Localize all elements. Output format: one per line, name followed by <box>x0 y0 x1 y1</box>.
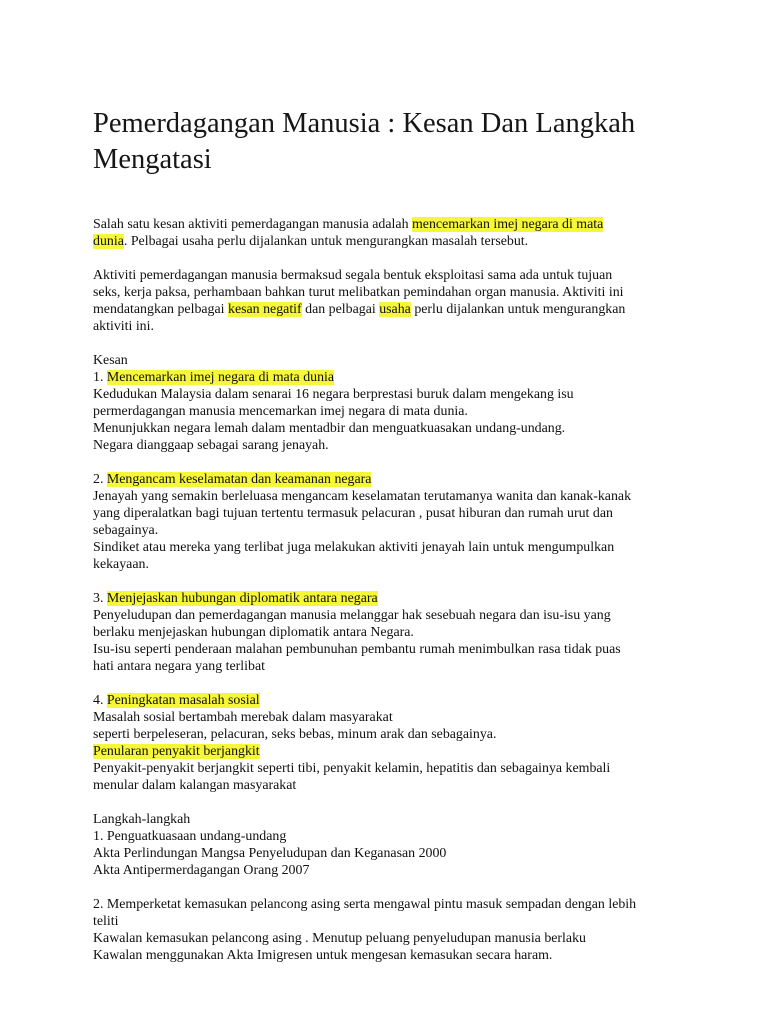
kesan-item-1: Kesan 1. Mencemarkan imej negara di mata dunia Kedudukan Malaysia dalam senarai 16 negara berprestasi buruk dalam mengekang isu permerdagangan manusia mencemarkan imej negara di mata dunia. Menunjukkan negara lemah dalam mentadbir dan menguatkuasakan undang-undang. Negara dianggaap sebagai sarang jenayah. <box>93 352 683 454</box>
definition-paragraph: Aktiviti pemerdagangan manusia bermaksud segala bentuk eksploitasi sama ada untuk tujuan seks, kerja paksa, perhambaan bahkan turut melibatkan pemindahan organ manusia. Aktiviti ini mendatangkan pelbagai kesan negatif dan pelbagai usaha perlu dijalankan untuk mengurangkan aktiviti ini. <box>93 268 626 334</box>
kesan-item-3: 3. Menjejaskan hubungan diplomatik antara negara Penyeludupan dan pemerdagangan manusia melanggar hak sesebuah negara dan isu-isu yang berlaku menjejaskan hubungan diplomatik antara Negara. Isu-isu seperti penderaan malahan pembunuhan pembantu rumah menimbulkan rasa tidak puas hati antara negara yang terlibat <box>93 591 621 674</box>
intro-paragraph: Salah satu kesan aktiviti pemerdagangan manusia adalah mencemarkan imej negara di mata dunia. Pelbagai usaha perlu dijalankan untuk mengurangkan masalah tersebut. <box>93 217 604 249</box>
document-title <box>93 106 683 178</box>
section-heading: Langkah-langkah <box>93 812 191 827</box>
langkah-item-2: 2. Memperketat kemasukan pelancong asing serta mengawal pintu masuk sempadan dengan lebih teliti Kawalan kemasukan pelancong asing . Menutup peluang penyeludupan manusia berlaku Kawalan menggunakan Akta Imigresen untuk mengesan kemasukan secara haram. <box>93 897 637 963</box>
item-subtitle: Penularan penyakit berjangkit <box>93 744 260 759</box>
item-title: 1. Penguatkuasaan undang-undang <box>93 829 287 844</box>
item-title: Mengancam keselamatan dan keamanan negara <box>106 472 372 487</box>
highlight: kesan negatif <box>228 302 302 317</box>
item-title: Mencemarkan imej negara di mata dunia <box>106 370 335 385</box>
langkah-item-1: Langkah-langkah 1. Penguatkuasaan undang-undang Akta Perlindungan Mangsa Penyeludupan dan Keganasan 2000 Akta Antipermerdagangan Orang 2007 <box>93 811 683 879</box>
section-heading: Kesan <box>93 353 128 368</box>
item-title: Menjejaskan hubungan diplomatik antara negara <box>106 591 378 606</box>
highlight: mencemarkan imej negara di mata <box>412 217 604 232</box>
highlight: dunia <box>93 234 124 249</box>
item-title: Peningkatan masalah sosial <box>106 693 260 708</box>
title-line-2: Mengatasi <box>93 144 212 175</box>
kesan-item-2: 2. Mengancam keselamatan dan keamanan negara Jenayah yang semakin berleluasa mengancam keselamatan terutamanya wanita dan kanak-kanak yang diperalatkan bagi tujuan tertentu termasuk pelacuran , pusat hiburan dan rumah urut dan sebagainya. Sindiket atau mereka yang terlibat juga melakukan aktiviti jenayah lain untuk mengumpulkan kekayaan. <box>93 472 632 572</box>
document-page <box>93 106 683 964</box>
kesan-item-4: 4. Peningkatan masalah sosial Masalah sosial bertambah merebak dalam masyarakat seperti berpeleseran, pelacuran, seks bebas, minum arak dan sebagainya. Penularan penyakit berjangkit Penyakit-penyakit berjangkit seperti tibi, penyakit kelamin, hepatitis dan sebagainya kembali menular dalam kalangan masyarakat <box>93 693 611 793</box>
highlight: usaha <box>379 302 411 317</box>
title-line-1: Pemerdagangan Manusia : Kesan Dan Langkah <box>93 108 636 139</box>
